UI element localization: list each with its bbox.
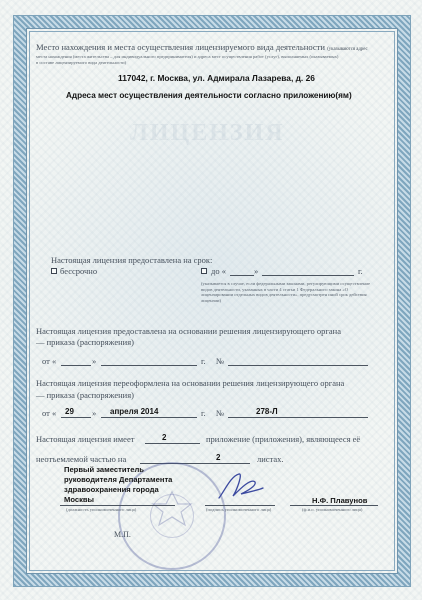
grant-line2: — приказа (распоряжения)	[36, 337, 134, 347]
grant-line1: Настоящая лицензия предоставлена на основании решения лицензирующего органа	[36, 326, 341, 336]
until-day-line	[230, 275, 254, 276]
background-watermark: ЛИЦЕНЗИЯ	[130, 120, 285, 146]
grant-month-line	[101, 365, 197, 366]
integral-suffix: листах.	[257, 454, 284, 464]
header-subtitle-2: в составе лицензируемого вида деятельности)	[36, 60, 127, 65]
grant-quote-close: »	[92, 356, 97, 366]
reissue-month-year: апреля 2014	[110, 407, 159, 416]
signer-name: Н.Ф. Плавунов	[312, 496, 368, 505]
reissue-number: 278-Л	[256, 407, 278, 416]
grant-year-suffix: г.	[201, 356, 206, 366]
reissue-month-line	[101, 417, 197, 418]
grant-from: от «	[42, 356, 57, 366]
signer-position-1: Первый заместитель	[64, 465, 144, 474]
header-title-aside: (указываются адрес	[327, 47, 368, 52]
signature-caption: (подпись уполномоченного лица)	[206, 507, 272, 512]
until-month-line	[262, 275, 354, 276]
until-year-suffix: г.	[358, 266, 363, 276]
reissue-year-suffix: г.	[201, 408, 206, 418]
signer-position-4: Москвы	[64, 495, 95, 504]
grant-day-line	[61, 365, 91, 366]
header-title	[36, 42, 368, 52]
reissue-day-line	[61, 417, 91, 418]
indefinite-checkmark-line	[51, 266, 53, 275]
reissue-number-sign: №	[216, 408, 225, 418]
appendix-count: 2	[162, 433, 167, 442]
grant-number-sign: №	[216, 356, 225, 366]
reissue-from: от «	[42, 408, 57, 418]
header-title-main: Место нахождения и места осуществления лицензируемого вида деятельности	[36, 42, 326, 52]
until-checkbox	[201, 268, 207, 274]
address-line: 117042, г. Москва, ул. Адмирала Лазарева, д. 26	[118, 73, 315, 83]
until-prefix: до «	[211, 266, 226, 276]
reissue-number-line	[228, 417, 368, 418]
name-line	[290, 505, 378, 506]
header-subtitle: места нахождения (места жительства – для индивидуального предпринимателя) и адреса мест осуществления работ (услуг), выполняемых (оказываемых)	[36, 54, 339, 59]
integral-prefix: неотъемлемой частью на	[36, 454, 127, 464]
reissue-day: 29	[65, 407, 74, 416]
address-annex-note: Адреса мест осуществления деятельности согласно приложению(ям)	[66, 91, 352, 100]
signer-position-2: руководителя Департамента	[64, 475, 173, 484]
reissue-quote-close: »	[92, 408, 97, 418]
appendix-suffix: приложение (приложения), являющееся её	[206, 434, 361, 444]
position-line	[60, 505, 175, 506]
term-note: (указывается в случае, если федеральными законами, регулирующими осуществление видов деятельности, указанных в части 4 статьи 1 Федерального закона «О лицензировании отдельных видов деятельности», предусмотрен иной срок действия лицензии)	[201, 281, 371, 303]
name-caption: (ф.и.о. уполномоченного лица)	[302, 507, 363, 512]
signature-scribble-icon	[215, 470, 265, 506]
until-mid: »	[254, 266, 259, 276]
appendix-prefix: Настоящая лицензия имеет	[36, 434, 135, 444]
signer-position-3: здравоохранения города	[64, 485, 159, 494]
indefinite-label: бессрочно	[60, 266, 98, 276]
grant-number-line	[228, 365, 368, 366]
position-caption: (должность уполномоченного лица)	[66, 507, 137, 512]
term-label: Настоящая лицензия предоставлена на срок:	[51, 255, 213, 265]
appendix-count-line	[145, 443, 200, 444]
reissue-line2: — приказа (распоряжения)	[36, 390, 134, 400]
reissue-line1: Настоящая лицензия переоформлена на основании решения лицензирующего органа	[36, 378, 345, 388]
seal-place-label: М.П.	[114, 530, 131, 539]
signature-line	[205, 505, 275, 506]
appendix-sheets: 2	[216, 453, 221, 462]
